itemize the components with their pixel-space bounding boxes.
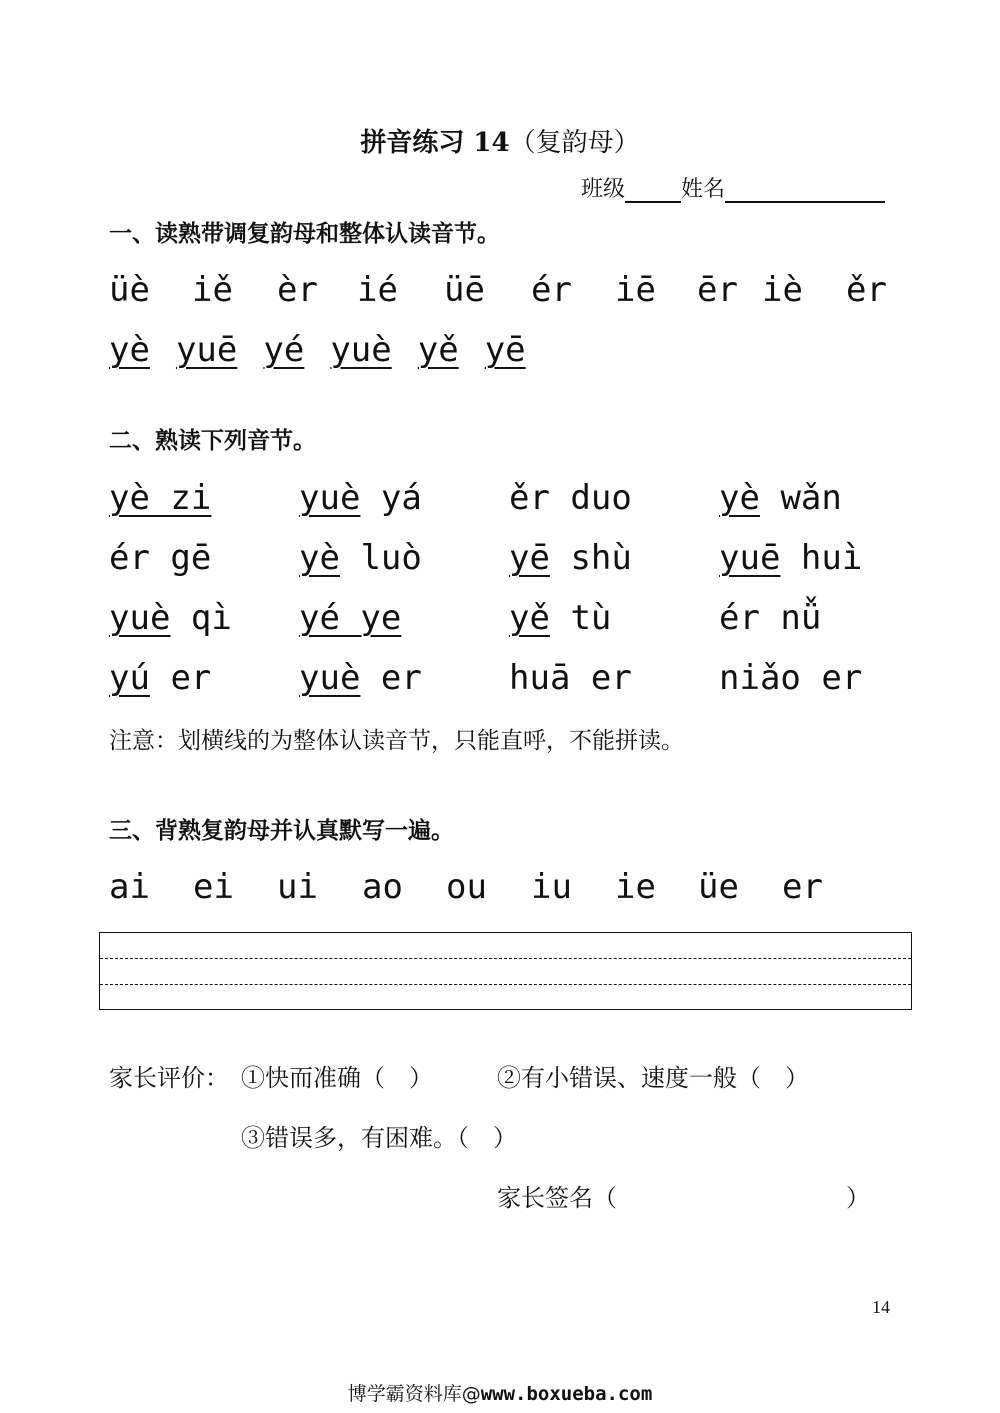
section2-heading: 二、熟读下列音节。 bbox=[109, 427, 316, 454]
word-pair bbox=[299, 478, 422, 518]
compound-final: ai bbox=[109, 867, 150, 907]
name-blank[interactable] bbox=[725, 179, 885, 203]
word-pair bbox=[299, 538, 422, 578]
compound-final: ie bbox=[615, 867, 656, 907]
whole-syllable: yè bbox=[109, 330, 150, 370]
syllable: huā er bbox=[509, 658, 632, 698]
whole-syllable: yē bbox=[484, 330, 526, 370]
class-blank[interactable] bbox=[625, 179, 681, 203]
word-pair bbox=[719, 478, 842, 518]
word-pair bbox=[109, 598, 232, 638]
whole-syllable: yē bbox=[509, 538, 550, 578]
whole-syllable: yě bbox=[509, 598, 550, 638]
syllable: ěr bbox=[846, 270, 887, 310]
parent-signature-close: ） bbox=[846, 1184, 870, 1212]
section1-row1 bbox=[0, 270, 1000, 316]
compound-final: ou bbox=[446, 867, 487, 907]
compound-final: ui bbox=[277, 867, 318, 907]
word-pair bbox=[299, 598, 401, 638]
syllable: ēr bbox=[697, 270, 738, 310]
compound-final: iu bbox=[531, 867, 572, 907]
finals-row bbox=[0, 867, 1000, 913]
parent-eval-label: 家长评价： bbox=[109, 1064, 229, 1092]
compound-final: üe bbox=[698, 867, 739, 907]
whole-syllable: yuè bbox=[330, 330, 392, 370]
section2-note: 注意：划横线的为整体认读音节，只能直呼，不能拼读。 bbox=[109, 728, 684, 754]
whole-syllable: yè zi bbox=[109, 478, 212, 518]
section1-heading: 一、读熟带调复韵母和整体认读音节。 bbox=[109, 220, 500, 247]
section3-heading: 三、背熟复韵母并认真默写一遍。 bbox=[109, 817, 454, 844]
syllable: huì bbox=[800, 538, 863, 578]
syllable: iē bbox=[615, 270, 656, 310]
word-pair bbox=[509, 478, 632, 518]
class-label: 班级 bbox=[581, 177, 626, 202]
whole-syllable: yè bbox=[299, 538, 340, 578]
title-paren: （复韵母） bbox=[509, 128, 640, 158]
syllable: ér nǚ bbox=[719, 598, 822, 638]
writing-box[interactable] bbox=[99, 932, 912, 1010]
syllable: tù bbox=[570, 598, 612, 638]
syllable: ié bbox=[357, 270, 398, 310]
syllable: luò bbox=[360, 538, 422, 578]
name-label: 姓名 bbox=[681, 177, 726, 202]
parent-signature-label[interactable]: 家长签名（ bbox=[497, 1184, 617, 1212]
word-pair bbox=[509, 598, 611, 638]
class-name-fields bbox=[581, 172, 885, 203]
whole-syllable: yé bbox=[263, 330, 305, 370]
footer-cn: 博学霸资料库@ bbox=[347, 1383, 481, 1405]
whole-syllable: yè bbox=[719, 478, 760, 518]
syllable: iě bbox=[192, 270, 233, 310]
syllable: èr bbox=[277, 270, 318, 310]
footer-watermark bbox=[0, 1379, 1000, 1406]
whole-syllable: yuè bbox=[299, 658, 361, 698]
section1-row2 bbox=[109, 330, 526, 370]
word-pair bbox=[719, 598, 821, 638]
whole-syllable: yuē bbox=[175, 330, 238, 370]
word-pair bbox=[109, 658, 211, 698]
page-number: 14 bbox=[872, 1297, 890, 1317]
word-pair bbox=[109, 478, 211, 518]
word-pair bbox=[509, 538, 632, 578]
word-pair bbox=[109, 538, 211, 578]
syllable: üè bbox=[109, 270, 150, 310]
syllable: shù bbox=[570, 538, 632, 578]
eval-option-2[interactable]: ②有小错误、速度一般（ ） bbox=[497, 1064, 809, 1092]
guide-line bbox=[100, 958, 911, 959]
section2-grid bbox=[0, 478, 1000, 718]
whole-syllable: yuē bbox=[719, 538, 781, 578]
syllable: ér gē bbox=[109, 538, 212, 578]
whole-syllable: yuè bbox=[299, 478, 361, 518]
word-pair bbox=[509, 658, 632, 698]
syllable: üē bbox=[444, 270, 485, 310]
word-pair bbox=[719, 658, 862, 698]
guide-line bbox=[100, 984, 911, 985]
syllable: iè bbox=[762, 270, 803, 310]
compound-final: ao bbox=[362, 867, 403, 907]
whole-syllable: yé ye bbox=[299, 598, 402, 638]
word-pair bbox=[719, 538, 862, 578]
whole-syllable: yú bbox=[109, 658, 150, 698]
word-pair bbox=[299, 658, 422, 698]
footer-url: www.boxueba.com bbox=[480, 1383, 653, 1405]
syllable: qì bbox=[190, 598, 232, 638]
syllable: niǎo er bbox=[719, 658, 863, 698]
page-title bbox=[0, 122, 1000, 159]
syllable: er bbox=[380, 658, 422, 698]
syllable: er bbox=[170, 658, 212, 698]
syllable: yá bbox=[380, 478, 422, 518]
syllable: ér bbox=[531, 270, 572, 310]
syllable: ěr duo bbox=[509, 478, 632, 518]
whole-syllable: yuè bbox=[109, 598, 171, 638]
whole-syllable: yě bbox=[417, 330, 459, 370]
eval-option-1[interactable]: ①快而准确（ ） bbox=[241, 1064, 433, 1092]
compound-final: ei bbox=[193, 867, 234, 907]
compound-final: er bbox=[782, 867, 823, 907]
title-main: 拼音练习 14 bbox=[360, 128, 510, 158]
syllable: wǎn bbox=[780, 478, 842, 518]
eval-option-3[interactable]: ③错误多，有困难。（ ） bbox=[241, 1124, 517, 1152]
